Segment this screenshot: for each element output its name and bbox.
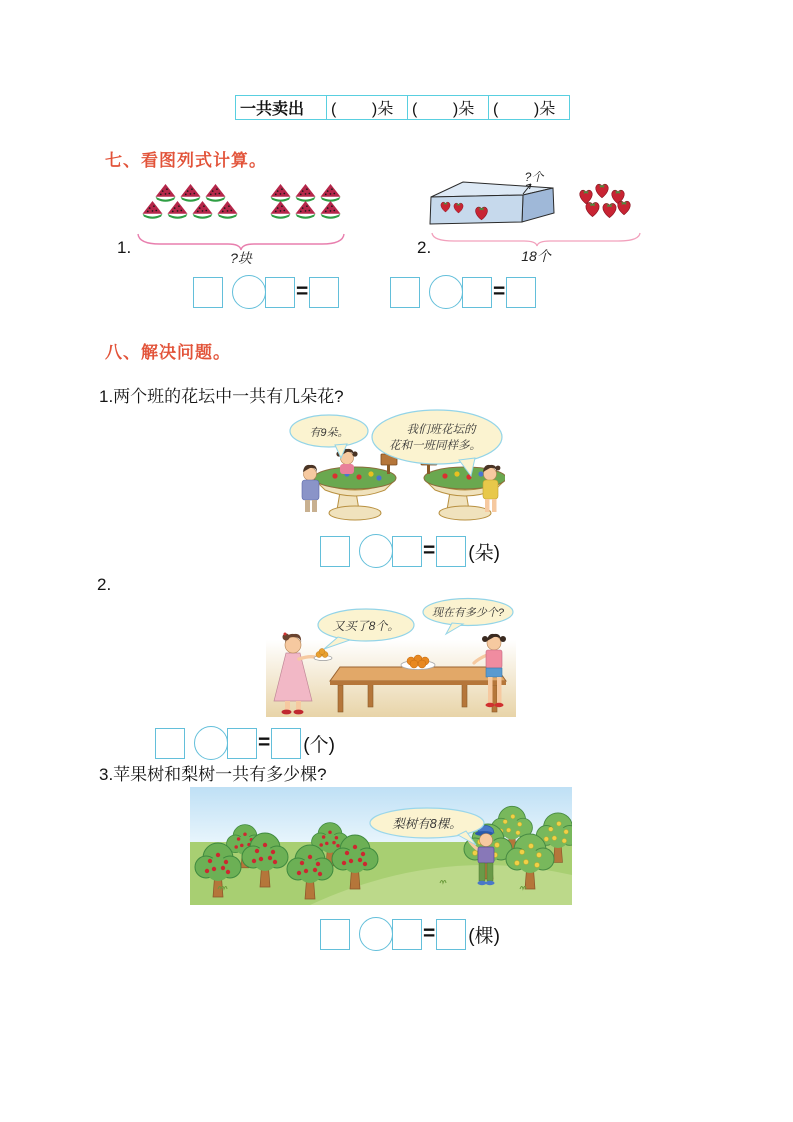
speech-bubble-left [290,415,368,458]
sold-table-label: 一共卖出 [236,96,327,120]
unit-label: (个) [303,734,335,756]
answer-box [436,536,466,567]
child-boy [302,465,319,512]
section-8-heading: 八、解决问题。 [105,343,231,362]
equals-sign: = [493,280,506,303]
watermelon-group-right [268,185,343,219]
strawberry-pile [580,184,631,217]
answer-box [392,536,422,567]
strawberry-brace-label: 18个 [521,248,551,264]
problem-8-1-title: 1.两个班的花坛中一共有几朵花? [99,387,344,406]
bubble-text: 有9朵。 [309,427,349,439]
watermelon-icon [166,200,189,219]
bubble-text: 又买了8个。 [332,619,400,633]
table-scene-illustration [266,597,518,717]
section-7-heading: 七、看图列式计算。 [105,151,267,170]
sold-table-cell-1: ( )朵 [327,96,408,120]
equation-7-2 [390,274,538,310]
equation-8-2 [155,725,335,761]
bubble-text-line2: 花和一班同样多。 [389,440,481,452]
sold-table-cell-2: ( )朵 [408,96,489,120]
strawberry-box-illustration [425,170,643,232]
operator-circle [359,917,393,951]
answer-box [271,728,301,759]
bubble-text: 现在有多少个? [431,607,505,619]
flowerbed-illustration [283,408,505,532]
unit-label: (朵) [468,542,500,564]
problem-7-1-number: 1. [117,238,132,257]
unit-label: (棵) [468,925,500,947]
answer-box [392,919,422,950]
flower-planter-left [314,454,397,520]
answer-box [506,277,536,308]
equation-8-1 [320,533,500,569]
equation-7-1 [193,274,341,310]
bubble-text: 梨树有8棵。 [392,817,462,831]
strawberry-box [430,182,554,224]
operator-circle [194,726,228,760]
operator-circle [232,275,266,309]
answer-box [320,536,350,567]
answer-box [309,277,339,308]
bubble-text-line1: 我们班花坛的 [406,424,476,436]
equals-sign: = [423,539,436,562]
answer-box [436,919,466,950]
watermelon-icon [294,200,317,219]
box-count-label: ?个 [524,170,544,184]
answer-box [227,728,257,759]
watermelon-group-left [140,185,240,219]
answer-box [155,728,185,759]
watermelon-icon [141,200,164,219]
answer-box [320,919,350,950]
problem-8-2-number: 2. [97,575,112,594]
problem-8-3-title: 3.苹果树和梨树一共有多少棵? [99,765,327,784]
answer-box [462,277,492,308]
orchard-illustration [190,787,572,905]
answer-box [193,277,223,308]
watermelon-icon [269,200,292,219]
answer-box [390,277,420,308]
operator-circle [359,534,393,568]
table-row [236,96,570,120]
speech-bubble-right [372,410,502,476]
sold-table-cell-3: ( )朵 [489,96,570,120]
equation-8-3 [320,916,500,952]
equals-sign: = [423,922,436,945]
watermelon-icon [216,200,239,219]
watermelon-icon [191,200,214,219]
equals-sign: = [296,280,309,303]
sold-count-table [235,95,570,120]
operator-circle [429,275,463,309]
watermelon-icon [319,200,342,219]
watermelon-brace-label: ?块 [230,250,252,266]
answer-box [265,277,295,308]
equals-sign: = [258,731,271,754]
problem-7-2-number: 2. [417,238,432,257]
